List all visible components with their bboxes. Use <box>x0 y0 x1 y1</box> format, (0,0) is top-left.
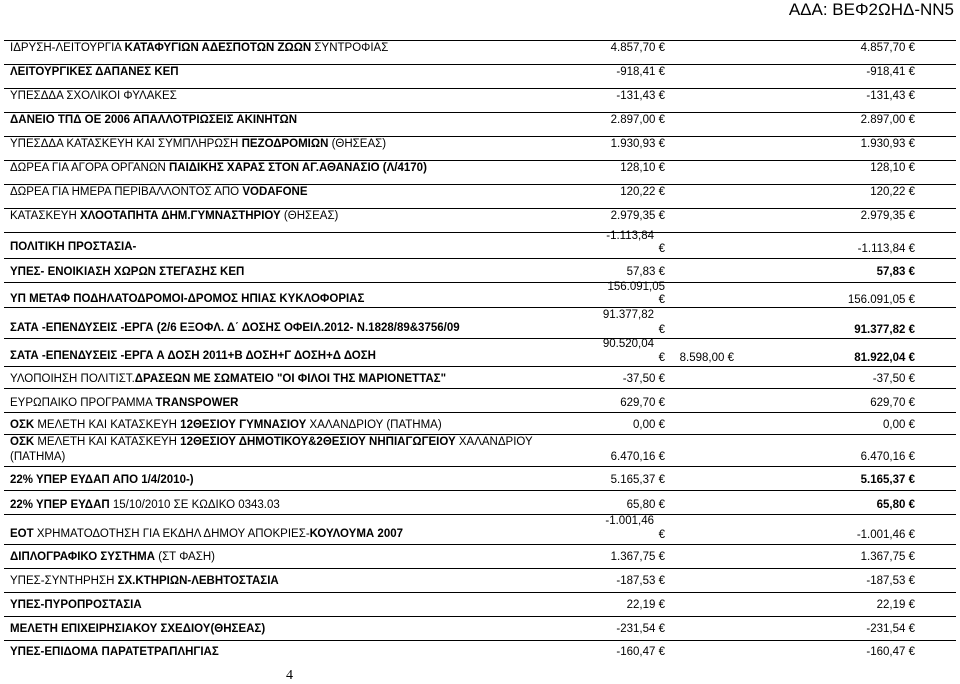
row-divider <box>4 64 956 65</box>
table-row-description: ΥΛΟΠΟΙΗΣΗ ΠΟΛΙΤΙΣΤ.ΔΡΑΣΕΩΝ ΜΕ ΣΩΜΑΤΕΙΟ "ΟΙ ΦΙΛΟΙ ΤΗΣ ΜΑΡΙΟΝΕΤΤΑΣ" <box>10 373 447 385</box>
row-divider <box>4 282 956 283</box>
row-divider <box>4 88 956 89</box>
row-divider <box>4 160 956 161</box>
amount-cell: 5.165,37 € <box>610 474 665 486</box>
amount-cell: 90.520,04 <box>602 338 654 350</box>
table-row-description: 22% ΥΠΕΡ ΕΥΔΑΠ 15/10/2010 ΣΕ ΚΩΔΙΚΟ 0343.03 <box>10 499 280 511</box>
table-row-description: ΥΠΕΣ- ΕΝΟΙΚΙΑΣΗ ΧΩΡΩΝ ΣΤΕΓΑΣΗΣ ΚΕΠ <box>10 266 245 278</box>
amount-cell: 2.897,00 € <box>610 114 665 126</box>
row-divider <box>4 434 956 435</box>
row-divider <box>4 514 956 515</box>
total-cell: 629,70 € <box>870 397 915 409</box>
amount-cell: 65,80 € <box>626 499 665 511</box>
total-cell: 156.091,05 € <box>847 294 915 306</box>
total-cell: -37,50 € <box>872 373 915 385</box>
table-row-description: ΔΩΡΕΑ ΓΙΑ ΑΓΟΡΑ ΟΡΓΑΝΩΝ ΠΑΙΔΙΚΗΣ ΧΑΡΑΣ ΣΤΟΝ ΑΓ.ΑΘΑΝΑΣΙΟ (Λ/4170) <box>10 162 427 174</box>
row-divider <box>4 388 956 389</box>
table-row-description: ΕΟΤ ΧΡΗΜΑΤΟΔΟΤΗΣΗ ΓΙΑ ΕΚΔΗΛ ΔΗΜΟΥ ΑΠΟΚΡΙΕΣ-ΚΟΥΛΟΥΜΑ 2007 <box>10 528 404 540</box>
row-divider <box>4 136 956 137</box>
table-row-description: ΣΑΤΑ -ΕΠΕΝΔΥΣΕΙΣ -ΕΡΓΑ Α ΔΟΣΗ 2011+Β ΔΟΣΗ+Γ ΔΟΣΗ+Δ ΔΟΣΗ <box>10 350 376 362</box>
row-divider <box>4 307 956 308</box>
row-divider <box>4 412 956 413</box>
amount-cell: 4.857,70 € <box>610 42 665 54</box>
total-cell: -160,47 € <box>866 646 915 658</box>
euro-sign: € <box>658 294 665 306</box>
amount-cell: -918,41 € <box>616 66 665 78</box>
table-row-description: ΜΕΛΕΤΗ ΕΠΙΧΕΙΡΗΣΙΑΚΟΥ ΣΧΕΔΙΟΥ(ΘΗΣΕΑΣ) <box>10 623 266 635</box>
amount-cell: 120,22 € <box>620 186 665 198</box>
total-cell: -187,53 € <box>866 575 915 587</box>
row-divider <box>4 232 956 233</box>
row-divider <box>4 640 956 641</box>
amount-cell: -187,53 € <box>616 575 665 587</box>
total-cell: 57,83 € <box>876 266 915 278</box>
total-cell: -231,54 € <box>866 623 915 635</box>
table-row-description: ΠΟΛΙΤΙΚΗ ΠΡΟΣΤΑΣΙΑ- <box>10 241 137 253</box>
amount-cell: 629,70 € <box>620 397 665 409</box>
row-divider <box>4 112 956 113</box>
table-row-description: ΥΠΕΣ-ΣΥΝΤΗΡΗΣΗ ΣΧ.ΚΤΗΡΙΩΝ-ΛΕΒΗΤΟΣΤΑΣΙΑ <box>10 575 279 587</box>
euro-sign: € <box>658 352 665 364</box>
total-cell: 81.922,04 € <box>854 352 915 364</box>
table-row-description: ΥΠΕΣ-ΠΥΡΟΠΡΟΣΤΑΣΙΑ <box>10 599 142 611</box>
euro-sign: € <box>658 529 665 541</box>
table-row-description: ΙΔΡΥΣΗ-ΛΕΙΤΟΥΡΓΙΑ ΚΑΤΑΦΥΓΙΩΝ ΑΔΕΣΠΟΤΩΝ ΖΩΩΝ ΣΥΝΤΡΟΦΙΑΣ <box>10 42 389 54</box>
row-divider <box>4 466 956 467</box>
table-row-description-continued: (ΠΑΤΗΜΑ) <box>10 451 66 463</box>
subtotal-cell: 8.598,00 € <box>679 352 734 364</box>
table-row-description: ΔΑΝΕΙΟ ΤΠΔ ΟΕ 2006 ΑΠΑΛΛΟΤΡΙΩΣΕΙΣ ΑΚΙΝΗΤΩΝ <box>10 114 298 126</box>
total-cell: 4.857,70 € <box>860 42 915 54</box>
total-cell: 1.930,93 € <box>860 138 915 150</box>
row-divider <box>4 366 956 367</box>
amount-cell: -231,54 € <box>616 623 665 635</box>
row-divider <box>4 490 956 491</box>
table-row-description: ΥΠ ΜΕΤΑΦ ΠΟΔΗΛΑΤΟΔΡΟΜΟΙ-ΔΡΟΜΟΣ ΗΠΙΑΣ ΚΥΚΛΟΦΟΡΙΑΣ <box>10 293 365 305</box>
row-divider <box>4 40 956 41</box>
euro-sign: € <box>658 243 665 255</box>
amount-cell: 57,83 € <box>626 266 665 278</box>
table-row-description: ΔΩΡΕΑ ΓΙΑ ΗΜΕΡΑ ΠΕΡΙΒΑΛΛΟΝΤΟΣ ΑΠΟ VODAFONE <box>10 186 308 198</box>
amount-cell: 22,19 € <box>626 599 665 611</box>
table-row-description: ΕΥΡΩΠΑΙΚΟ ΠΡΟΓΡΑΜΜΑ TRANSPOWER <box>10 397 239 409</box>
total-cell: 128,10 € <box>870 162 915 174</box>
total-cell: -131,43 € <box>866 90 915 102</box>
total-cell: -918,41 € <box>866 66 915 78</box>
total-cell: 6.470,16 € <box>860 451 915 463</box>
amount-cell: 91.377,82 <box>602 309 654 321</box>
table-row-description: ΥΠΕΣ-ΕΠΙΔΟΜΑ ΠΑΡΑΤΕΤΡΑΠΛΗΓΙΑΣ <box>10 646 219 658</box>
amount-cell: 156.091,05 <box>607 281 665 293</box>
total-cell: -1.001,46 € <box>856 529 915 541</box>
amount-cell: 0,00 € <box>633 419 665 431</box>
total-cell: 2.897,00 € <box>860 114 915 126</box>
row-divider <box>4 338 956 339</box>
row-divider <box>4 568 956 569</box>
amount-cell: 1.367,75 € <box>610 551 665 563</box>
amount-cell: 6.470,16 € <box>610 451 665 463</box>
table-row-description: ΟΣΚ ΜΕΛΕΤΗ ΚΑΙ ΚΑΤΑΣΚΕΥΗ 12ΘΕΣΙΟΥ ΓΥΜΝΑΣΙΟΥ ΧΑΛΑΝΔΡΙΟΥ (ΠΑΤΗΜΑ) <box>10 419 442 431</box>
amount-cell: -1.113,84 <box>606 230 654 242</box>
amount-cell: -37,50 € <box>622 373 665 385</box>
row-divider <box>4 208 956 209</box>
amount-cell: 1.930,93 € <box>610 138 665 150</box>
total-cell: 5.165,37 € <box>860 474 915 486</box>
amount-cell: -160,47 € <box>616 646 665 658</box>
table-row-description: ΣΑΤΑ -ΕΠΕΝΔΥΣΕΙΣ -ΕΡΓΑ (2/6 ΕΞΟΦΛ. Δ΄ ΔΟΣΗΣ ΟΦΕΙΛ.2012- Ν.1828/89&3756/09 <box>10 322 460 334</box>
table-row-description: ΔΙΠΛΟΓΡΑΦΙΚΟ ΣΥΣΤΗΜΑ (ΣΤ ΦΑΣΗ) <box>10 551 215 563</box>
total-cell: 120,22 € <box>870 186 915 198</box>
table-row-description: ΟΣΚ ΜΕΛΕΤΗ ΚΑΙ ΚΑΤΑΣΚΕΥΗ 12ΘΕΣΙΟΥ ΔΗΜΟΤΙΚΟΥ&2ΘΕΣΙΟΥ ΝΗΠΙΑΓΩΓΕΙΟΥ ΧΑΛΑΝΔΡΙΟΥ <box>10 436 533 448</box>
amount-cell: 2.979,35 € <box>610 210 665 222</box>
total-cell: 2.979,35 € <box>860 210 915 222</box>
table-row-description: ΥΠΕΣΔΔΑ ΚΑΤΑΣΚΕΥΗ ΚΑΙ ΣΥΜΠΛΗΡΩΣΗ ΠΕΖΟΔΡΟΜΙΩΝ (ΘΗΣΕΑΣ) <box>10 138 387 150</box>
table-row-description: ΚΑΤΑΣΚΕΥΗ ΧΛΟΟΤΑΠΗΤΑ ΔΗΜ.ΓΥΜΝΑΣΤΗΡΙΟΥ (ΘΗΣΕΑΣ) <box>10 210 339 222</box>
total-cell: 91.377,82 € <box>854 324 915 336</box>
page-number: 4 <box>286 668 293 683</box>
table-row-description: ΥΠΕΣΔΔΑ ΣΧΟΛΙΚΟΙ ΦΥΛΑΚΕΣ <box>10 90 177 102</box>
amount-cell: -1.001,46 <box>605 515 654 527</box>
amount-cell: 128,10 € <box>620 162 665 174</box>
euro-sign: € <box>658 324 665 336</box>
table-row-description: 22% ΥΠΕΡ ΕΥΔΑΠ ΑΠΟ 1/4/2010-) <box>10 474 194 486</box>
row-divider <box>4 544 956 545</box>
row-divider <box>4 616 956 617</box>
total-cell: 0,00 € <box>883 419 915 431</box>
total-cell: -1.113,84 € <box>857 243 915 255</box>
row-divider <box>4 592 956 593</box>
total-cell: 22,19 € <box>876 599 915 611</box>
document-code: ΑΔΑ: ΒΕΦ2ΩΗΔ-ΝΝ5 <box>788 0 954 19</box>
row-divider <box>4 184 956 185</box>
amount-cell: -131,43 € <box>616 90 665 102</box>
table-row-description: ΛΕΙΤΟΥΡΓΙΚΕΣ ΔΑΠΑΝΕΣ ΚΕΠ <box>10 66 179 78</box>
total-cell: 1.367,75 € <box>860 551 915 563</box>
row-divider <box>4 258 956 259</box>
total-cell: 65,80 € <box>876 499 915 511</box>
